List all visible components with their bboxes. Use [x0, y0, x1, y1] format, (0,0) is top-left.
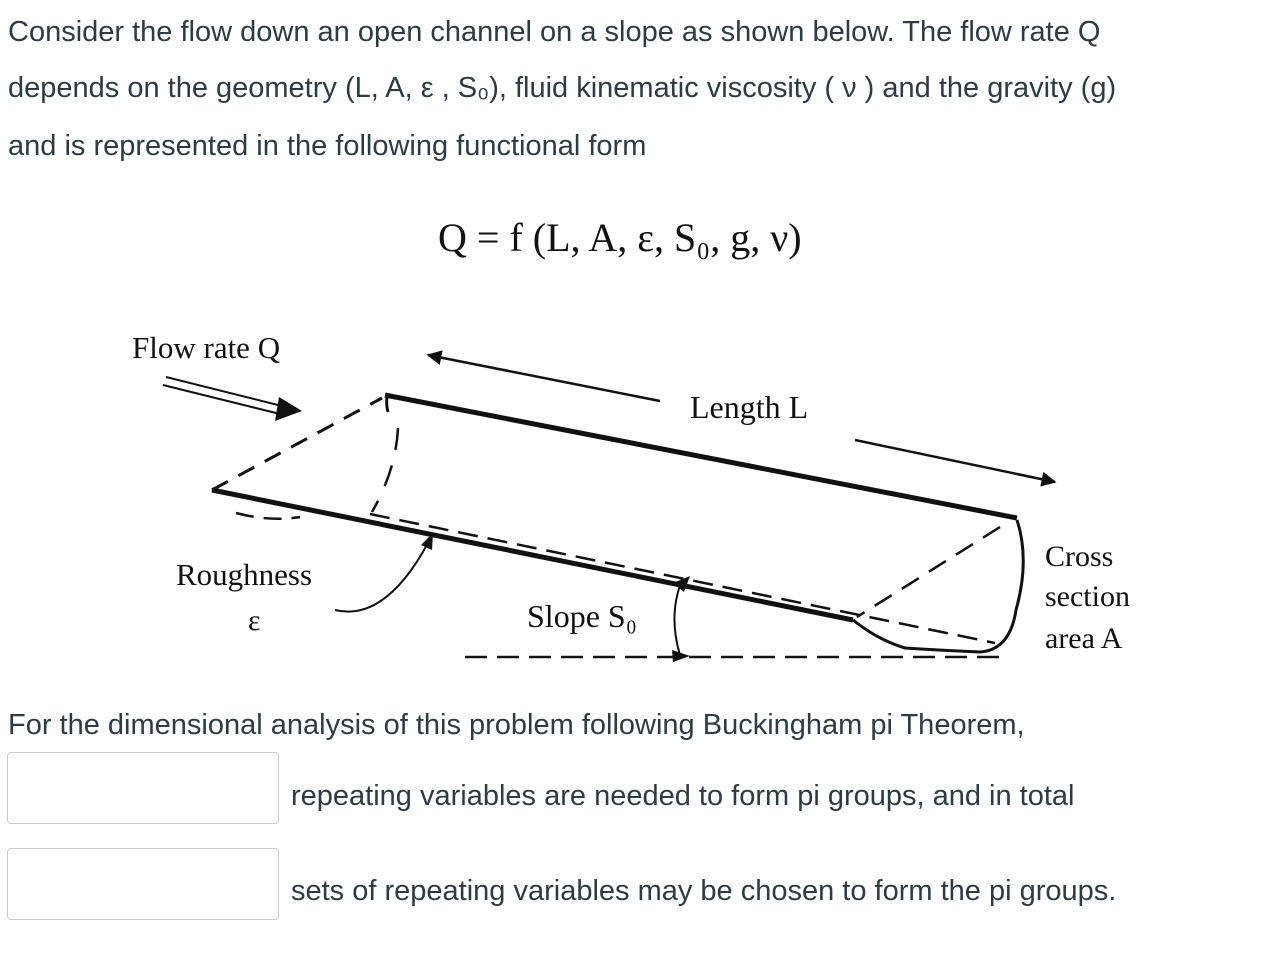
- cross-section-label-3: area A: [1045, 622, 1123, 655]
- roughness-label: Roughness: [176, 557, 313, 592]
- cross-section-label-1: Cross: [1045, 540, 1114, 573]
- repeating-variable-sets-count-input[interactable]: [7, 848, 279, 920]
- length-label: Length L: [690, 389, 809, 425]
- question-line-1: Consider the flow down an open channel on a slope as shown below. The flow rate Q: [8, 16, 1101, 48]
- prompt-intro: For the dimensional analysis of this problem following Buckingham pi Theorem,: [8, 709, 1025, 741]
- question-line-2: depends on the geometry (L, A, ε , S₀), fluid kinematic viscosity ( ν ) and the gravity (g): [8, 72, 1117, 104]
- flow-arrow: [163, 377, 302, 421]
- repeating-variables-count-input[interactable]: [7, 752, 279, 824]
- question-line-3: and is represented in the following functional form: [8, 130, 647, 162]
- channel-diagram: [0, 300, 1270, 680]
- roughness-symbol: ε: [248, 604, 261, 637]
- blank1-text: repeating variables are needed to form pi groups, and in total: [291, 780, 1075, 812]
- flow-rate-label: Flow rate Q: [132, 330, 281, 365]
- blank2-text: sets of repeating variables may be chosen to form the pi groups.: [291, 875, 1117, 907]
- functional-form-equation: Q = f (L, A, ε, S₀, g, ν): [438, 215, 802, 260]
- cross-section-label-2: section: [1045, 580, 1130, 613]
- slope-label: Slope S₀: [527, 598, 637, 634]
